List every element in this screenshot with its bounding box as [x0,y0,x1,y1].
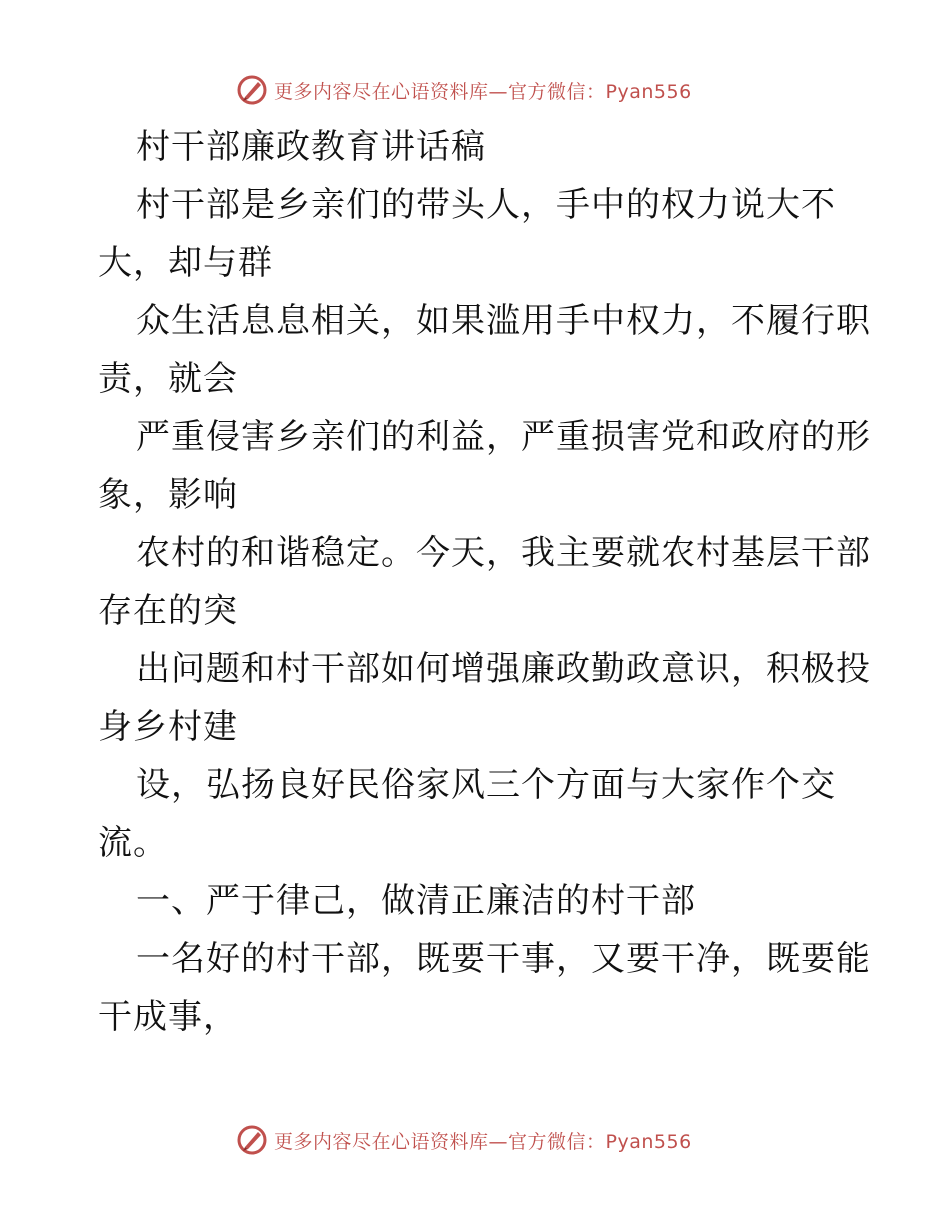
paragraph-line: 干成事， [98,997,238,1037]
paragraph-line: 责，就会 [98,359,238,399]
paragraph-line: 设，弘扬良好民俗家风三个方面与大家作个交 [136,765,836,805]
document-body [98,118,871,1046]
paragraph-line: 存在的突 [98,591,238,631]
section-heading: 一、严于律己，做清正廉洁的村干部 [136,881,696,921]
paragraph-line: 大，却与群 [98,243,273,283]
header-banner [236,73,692,107]
pen-seal-icon [236,1124,268,1156]
footer-banner-text: 更多内容尽在心语资料库—官方微信：Pyan556 [274,1130,692,1153]
header-banner-text: 更多内容尽在心语资料库—官方微信：Pyan556 [274,80,692,103]
paragraph-line: 农村的和谐稳定。今天，我主要就农村基层干部 [136,533,871,573]
paragraph-line: 流。 [98,823,168,863]
document-title: 村干部廉政教育讲话稿 [136,127,486,167]
paragraph-line: 村干部是乡亲们的带头人，手中的权力说大不 [136,185,836,225]
pen-seal-icon [236,74,268,106]
paragraph-line: 严重侵害乡亲们的利益，严重损害党和政府的形 [136,417,871,457]
paragraph-line: 象，影响 [98,475,238,515]
paragraph-line: 身乡村建 [98,707,238,747]
paragraph-line: 出问题和村干部如何增强廉政勤政意识，积极投 [136,649,871,689]
paragraph-line: 一名好的村干部，既要干事，又要干净，既要能 [136,939,871,979]
paragraph-line: 众生活息息相关，如果滥用手中权力，不履行职 [136,301,871,341]
footer-banner [236,1123,692,1157]
